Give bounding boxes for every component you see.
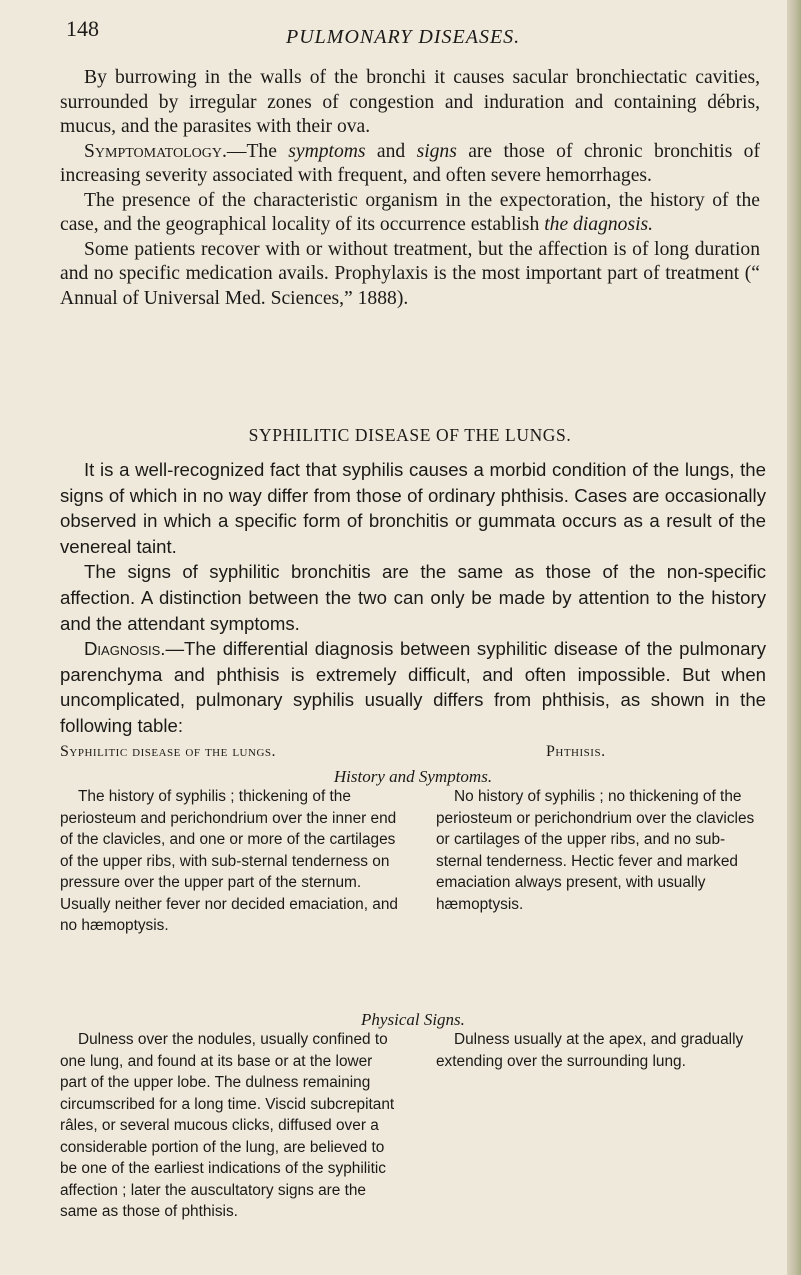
page-edge <box>787 0 801 1275</box>
p2-signs: signs <box>416 140 457 162</box>
p2-text-a: —The <box>226 140 289 162</box>
p2-symptoms: symptoms <box>288 140 366 162</box>
history-right-text: No history of syphilis ; no thickening of the periosteum or perichondrium over the clavicles or cartilages of the upper ribs, and no sub-sternal tenderness. Hectic fever and marked emaciation always present, with usually hæmoptysis. <box>436 788 755 913</box>
intro-text <box>60 66 760 311</box>
running-head: PULMONARY DISEASES. <box>286 26 521 48</box>
intro-paragraph-1: By burrowing in the walls of the bronchi it causes sacular bronchiectatic cavities, surrounded by irregular zones of congestion and induration and containing débris, mucus, and the parasites with their ova. <box>60 67 760 137</box>
diagnosis-label: Diagnosis. <box>84 638 166 660</box>
physical-phthisis-cell <box>436 1029 762 1072</box>
intro-paragraph-3 <box>60 189 760 238</box>
section-paragraph-3 <box>60 636 766 738</box>
col-heading-phthisis: Phthisis. <box>546 743 606 760</box>
page-header <box>66 16 766 50</box>
page-number: 148 <box>66 16 99 41</box>
diagnosis-text: —The differential diagnosis between syphilitic disease of the pulmonary parenchyma and phthisis is extremely difficult, and often impossible. But when uncomplicated, pulmonary syphilis usually differs from phthisis, as shown in the following table: <box>60 638 766 736</box>
section-paragraph-2: The signs of syphilitic bronchitis are the same as those of the non-specific affection. A distinction between the two can only be made by attention to the history and the attendant symptoms. <box>60 561 766 634</box>
table-column-headings <box>60 743 766 767</box>
col-heading-syphilitic: Syphilitic disease of the lungs. <box>60 743 277 760</box>
symptomatology-label: Symptomatology. <box>84 140 227 162</box>
intro-paragraph-2 <box>60 140 760 189</box>
history-left-text: The history of syphilis ; thickening of the periosteum and perichondrium over the inner end of the clavicles, and one or more of the cartilages of the upper ribs, with sub-sternal tenderness on pressure over the upper part of the sternum. Usually neither fever nor decided emaciation, and no hæmoptysis. <box>60 788 398 934</box>
physical-left-text: Dulness over the nodules, usually confined to one lung, and found at its base or at the lower part of the upper lobe. The dulness remaining circumscribed for a long time. Viscid subcrepitant râles, or several mucous clicks, diffused over a considerable portion of the lung, are believed to be one of the earliest indications of the syphilitic affection ; later the auscultatory signs are the same as those of phthisis. <box>60 1031 395 1220</box>
section-heading: SYPHILITIC DISEASE OF THE LUNGS. <box>248 425 572 445</box>
history-syphilitic-cell <box>60 786 398 937</box>
history-heading: History and Symptoms. <box>333 767 493 786</box>
intro-paragraph-4: Some patients recover with or without treatment, but the affection is of long duration and no specific medication avails. Prophylaxis is the most important part of treatment (“ Annual of Universal Med. Sciences,” 1888). <box>60 238 760 309</box>
p3-text-a: The presence of the characteristic organism in the expectoration, the history of the case, and the geographical locality of its occurrence establish <box>60 189 760 235</box>
section-text <box>60 457 766 739</box>
physical-right-text: Dulness usually at the apex, and gradually extending over the surrounding lung. <box>436 1031 744 1070</box>
physical-signs-heading: Physical Signs. <box>361 1010 465 1029</box>
p3-diagnosis: the diagnosis. <box>544 214 654 235</box>
section-paragraph-1: It is a well-recognized fact that syphilis causes a morbid condition of the lungs, the signs of which in no way differ from those of ordinary phthisis. Cases are occasionally observed in which a specific form of bronchitis or gummata occurs as a result of the venereal taint. <box>60 459 766 557</box>
p2-text-b: and <box>365 140 417 162</box>
history-phthisis-cell <box>436 786 762 915</box>
physical-syphilitic-cell <box>60 1029 398 1223</box>
p2-text-c: are those of chronic bronchitis of increasing severity associated with frequent, and often severe hemorrhages. <box>60 140 760 186</box>
